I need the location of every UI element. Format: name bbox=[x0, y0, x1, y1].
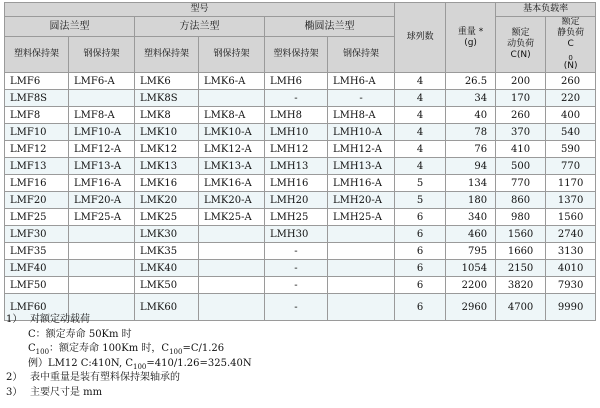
cell-dynamic-load: 980 bbox=[496, 209, 546, 226]
cell-dynamic-load: 410 bbox=[496, 141, 546, 158]
cell-square-plastic: LMK35 bbox=[135, 243, 199, 260]
cell-round-steel bbox=[69, 260, 135, 277]
header-round-flange: 圆法兰型 bbox=[5, 17, 135, 37]
table-row bbox=[5, 107, 596, 124]
cell-round-plastic: LMF35 bbox=[5, 243, 69, 260]
cell-square-plastic: LMK50 bbox=[135, 277, 199, 294]
cell-square-plastic: LMK30 bbox=[135, 226, 199, 243]
cell-static-load: 260 bbox=[546, 73, 596, 90]
cell-oval-plastic: LMH10 bbox=[265, 124, 328, 141]
cell-round-plastic: LMF8 bbox=[5, 107, 69, 124]
cell-square-plastic: LMK40 bbox=[135, 260, 199, 277]
table-row bbox=[5, 192, 596, 209]
cell-square-steel: LMK25-A bbox=[199, 209, 265, 226]
cell-static-load: 4010 bbox=[546, 260, 596, 277]
cell-ball-rows: 4 bbox=[395, 158, 446, 175]
header-square-plastic: 塑料保持架 bbox=[135, 37, 199, 73]
header-square-flange: 方法兰型 bbox=[135, 17, 265, 37]
header-oval-flange: 椭圆法兰型 bbox=[265, 17, 395, 37]
cell-oval-plastic: - bbox=[265, 90, 328, 107]
cell-static-load: 3130 bbox=[546, 243, 596, 260]
cell-ball-rows: 4 bbox=[395, 73, 446, 90]
cell-oval-steel: LMH10-A bbox=[328, 124, 395, 141]
cell-ball-rows: 6 bbox=[395, 243, 446, 260]
cell-square-steel bbox=[199, 226, 265, 243]
table-row bbox=[5, 90, 596, 107]
cell-dynamic-load: 170 bbox=[496, 90, 546, 107]
cell-round-steel: LMF10-A bbox=[69, 124, 135, 141]
cell-oval-plastic: LMH8 bbox=[265, 107, 328, 124]
cell-round-plastic: LMF10 bbox=[5, 124, 69, 141]
header-square-steel: 钢保持架 bbox=[199, 37, 265, 73]
cell-square-steel: LMK8-A bbox=[199, 107, 265, 124]
note-1: 1） 对额定动载荷 bbox=[6, 314, 90, 325]
cell-ball-rows: 6 bbox=[395, 260, 446, 277]
cell-square-plastic: LMK6 bbox=[135, 73, 199, 90]
cell-dynamic-load: 1560 bbox=[496, 226, 546, 243]
cell-weight: 2960 bbox=[446, 294, 496, 321]
cell-round-steel: LMF13-A bbox=[69, 158, 135, 175]
cell-weight: 34 bbox=[446, 90, 496, 107]
header-model: 型号 bbox=[5, 3, 395, 17]
cell-oval-plastic: LMH12 bbox=[265, 141, 328, 158]
note-1-example: 例）LM12 C:410N, $C_{100}=410/1.26=325.40N$ bbox=[28, 357, 252, 371]
header-dynamic-load: 额定 动负荷 C(N) bbox=[496, 17, 546, 73]
note-1-c100-line: $C_{100}$：额定寿命 100Km 时，$C_{100}=C/1.26$ bbox=[28, 343, 225, 357]
cell-oval-plastic: - bbox=[265, 294, 328, 321]
cell-weight: 340 bbox=[446, 209, 496, 226]
cell-round-plastic: LMF20 bbox=[5, 192, 69, 209]
note-3: 3） 主要尺寸是 mm bbox=[6, 386, 103, 398]
cell-square-steel: LMK6-A bbox=[199, 73, 265, 90]
cell-oval-steel: LMH12-A bbox=[328, 141, 395, 158]
cell-square-steel: LMK16-A bbox=[199, 175, 265, 192]
cell-oval-steel bbox=[328, 226, 395, 243]
cell-dynamic-load: 2150 bbox=[496, 260, 546, 277]
table-row bbox=[5, 243, 596, 260]
cell-square-plastic: LMK16 bbox=[135, 175, 199, 192]
cell-weight: 2200 bbox=[446, 277, 496, 294]
cell-oval-plastic: LMH20 bbox=[265, 192, 328, 209]
header-static-load: 额定 静负荷 C $_0$ (N) bbox=[546, 17, 596, 73]
cell-ball-rows: 4 bbox=[395, 90, 446, 107]
cell-round-steel bbox=[69, 277, 135, 294]
cell-round-plastic: LMF40 bbox=[5, 260, 69, 277]
header-round-plastic: 塑料保持架 bbox=[5, 37, 69, 73]
header-weight: 重量 * (g) bbox=[446, 3, 496, 73]
cell-round-steel bbox=[69, 226, 135, 243]
cell-dynamic-load: 260 bbox=[496, 107, 546, 124]
cell-square-plastic: LMK60 bbox=[135, 294, 199, 321]
header-oval-steel: 钢保持架 bbox=[328, 37, 395, 73]
cell-static-load: 770 bbox=[546, 158, 596, 175]
cell-weight: 1054 bbox=[446, 260, 496, 277]
table-row bbox=[5, 209, 596, 226]
cell-round-plastic: LMF12 bbox=[5, 141, 69, 158]
cell-round-steel: LMF8-A bbox=[69, 107, 135, 124]
cell-weight: 180 bbox=[446, 192, 496, 209]
cell-round-steel: LMF20-A bbox=[69, 192, 135, 209]
cell-oval-steel: LMH13-A bbox=[328, 158, 395, 175]
cell-oval-plastic: LMH16 bbox=[265, 175, 328, 192]
cell-round-plastic: LMF16 bbox=[5, 175, 69, 192]
table-row bbox=[5, 73, 596, 90]
cell-oval-steel bbox=[328, 260, 395, 277]
cell-oval-steel: - bbox=[328, 90, 395, 107]
cell-ball-rows: 5 bbox=[395, 192, 446, 209]
cell-round-plastic: LMF6 bbox=[5, 73, 69, 90]
cell-ball-rows: 6 bbox=[395, 294, 446, 321]
cell-ball-rows: 4 bbox=[395, 107, 446, 124]
cell-round-plastic: LMF8S bbox=[5, 90, 69, 107]
cell-round-plastic: LMF30 bbox=[5, 226, 69, 243]
cell-weight: 795 bbox=[446, 243, 496, 260]
cell-oval-steel: LMH20-A bbox=[328, 192, 395, 209]
cell-round-steel bbox=[69, 90, 135, 107]
cell-oval-plastic: LMH6 bbox=[265, 73, 328, 90]
cell-static-load: 1560 bbox=[546, 209, 596, 226]
cell-round-plastic: LMF50 bbox=[5, 277, 69, 294]
cell-round-plastic: LMF25 bbox=[5, 209, 69, 226]
cell-weight: 40 bbox=[446, 107, 496, 124]
cell-square-steel: LMK13-A bbox=[199, 158, 265, 175]
cell-oval-plastic: LMH13 bbox=[265, 158, 328, 175]
cell-square-plastic: LMK12 bbox=[135, 141, 199, 158]
header-round-steel: 钢保持架 bbox=[69, 37, 135, 73]
table-row bbox=[5, 158, 596, 175]
cell-round-steel: LMF25-A bbox=[69, 209, 135, 226]
cell-static-load: 7930 bbox=[546, 277, 596, 294]
cell-ball-rows: 6 bbox=[395, 277, 446, 294]
cell-dynamic-load: 3820 bbox=[496, 277, 546, 294]
cell-square-steel bbox=[199, 260, 265, 277]
cell-static-load: 2740 bbox=[546, 226, 596, 243]
cell-static-load: 220 bbox=[546, 90, 596, 107]
table-row bbox=[5, 175, 596, 192]
cell-dynamic-load: 500 bbox=[496, 158, 546, 175]
cell-static-load: 590 bbox=[546, 141, 596, 158]
cell-square-plastic: LMK8S bbox=[135, 90, 199, 107]
cell-oval-plastic: - bbox=[265, 260, 328, 277]
cell-square-steel bbox=[199, 90, 265, 107]
cell-oval-steel: LMH16-A bbox=[328, 175, 395, 192]
cell-dynamic-load: 4700 bbox=[496, 294, 546, 321]
cell-square-plastic: LMK20 bbox=[135, 192, 199, 209]
cell-weight: 134 bbox=[446, 175, 496, 192]
cell-oval-plastic: LMH25 bbox=[265, 209, 328, 226]
cell-square-steel bbox=[199, 277, 265, 294]
cell-oval-steel bbox=[328, 277, 395, 294]
cell-ball-rows: 4 bbox=[395, 124, 446, 141]
linear-bearing-spec-table bbox=[4, 2, 596, 321]
cell-round-steel: LMF6-A bbox=[69, 73, 135, 90]
cell-oval-plastic: LMH30 bbox=[265, 226, 328, 243]
table-row bbox=[5, 226, 596, 243]
cell-static-load: 1370 bbox=[546, 192, 596, 209]
cell-round-steel: LMF12-A bbox=[69, 141, 135, 158]
cell-weight: 26.5 bbox=[446, 73, 496, 90]
cell-oval-steel bbox=[328, 243, 395, 260]
table-row bbox=[5, 260, 596, 277]
cell-ball-rows: 6 bbox=[395, 226, 446, 243]
cell-round-plastic: LMF13 bbox=[5, 158, 69, 175]
spec-table-body bbox=[5, 73, 596, 321]
cell-static-load: 9990 bbox=[546, 294, 596, 321]
cell-square-plastic: LMK8 bbox=[135, 107, 199, 124]
cell-square-steel bbox=[199, 243, 265, 260]
cell-weight: 94 bbox=[446, 158, 496, 175]
cell-static-load: 540 bbox=[546, 124, 596, 141]
cell-ball-rows: 6 bbox=[395, 209, 446, 226]
cell-static-load: 400 bbox=[546, 107, 596, 124]
cell-dynamic-load: 860 bbox=[496, 192, 546, 209]
cell-oval-steel: LMH25-A bbox=[328, 209, 395, 226]
cell-ball-rows: 4 bbox=[395, 141, 446, 158]
table-row bbox=[5, 124, 596, 141]
header-oval-plastic: 塑料保持架 bbox=[265, 37, 328, 73]
note-1-c-line: C：额定寿命 50Km 时 bbox=[28, 328, 132, 340]
cell-round-steel: LMF16-A bbox=[69, 175, 135, 192]
cell-dynamic-load: 370 bbox=[496, 124, 546, 141]
cell-weight: 76 bbox=[446, 141, 496, 158]
header-ball-rows: 球列数 bbox=[395, 3, 446, 73]
cell-round-plastic: LMF60 bbox=[5, 294, 69, 321]
cell-square-plastic: LMK13 bbox=[135, 158, 199, 175]
cell-oval-plastic: - bbox=[265, 243, 328, 260]
cell-weight: 460 bbox=[446, 226, 496, 243]
cell-square-plastic: LMK25 bbox=[135, 209, 199, 226]
cell-ball-rows: 5 bbox=[395, 175, 446, 192]
cell-oval-steel: LMH8-A bbox=[328, 107, 395, 124]
cell-round-steel bbox=[69, 243, 135, 260]
table-row bbox=[5, 277, 596, 294]
cell-dynamic-load: 770 bbox=[496, 175, 546, 192]
notes bbox=[6, 313, 596, 401]
cell-square-plastic: LMK10 bbox=[135, 124, 199, 141]
cell-square-steel: LMK20-A bbox=[199, 192, 265, 209]
cell-dynamic-load: 1660 bbox=[496, 243, 546, 260]
note-2: 2） 表中重量是装有塑料保持架轴承的 bbox=[6, 372, 180, 384]
cell-static-load: 1170 bbox=[546, 175, 596, 192]
cell-square-steel: LMK12-A bbox=[199, 141, 265, 158]
table-row bbox=[5, 141, 596, 158]
cell-dynamic-load: 200 bbox=[496, 73, 546, 90]
cell-oval-steel: LMH6-A bbox=[328, 73, 395, 90]
cell-oval-plastic: - bbox=[265, 277, 328, 294]
header-basic-load: 基本负载率 bbox=[496, 3, 596, 17]
cell-square-steel: LMK10-A bbox=[199, 124, 265, 141]
cell-weight: 78 bbox=[446, 124, 496, 141]
